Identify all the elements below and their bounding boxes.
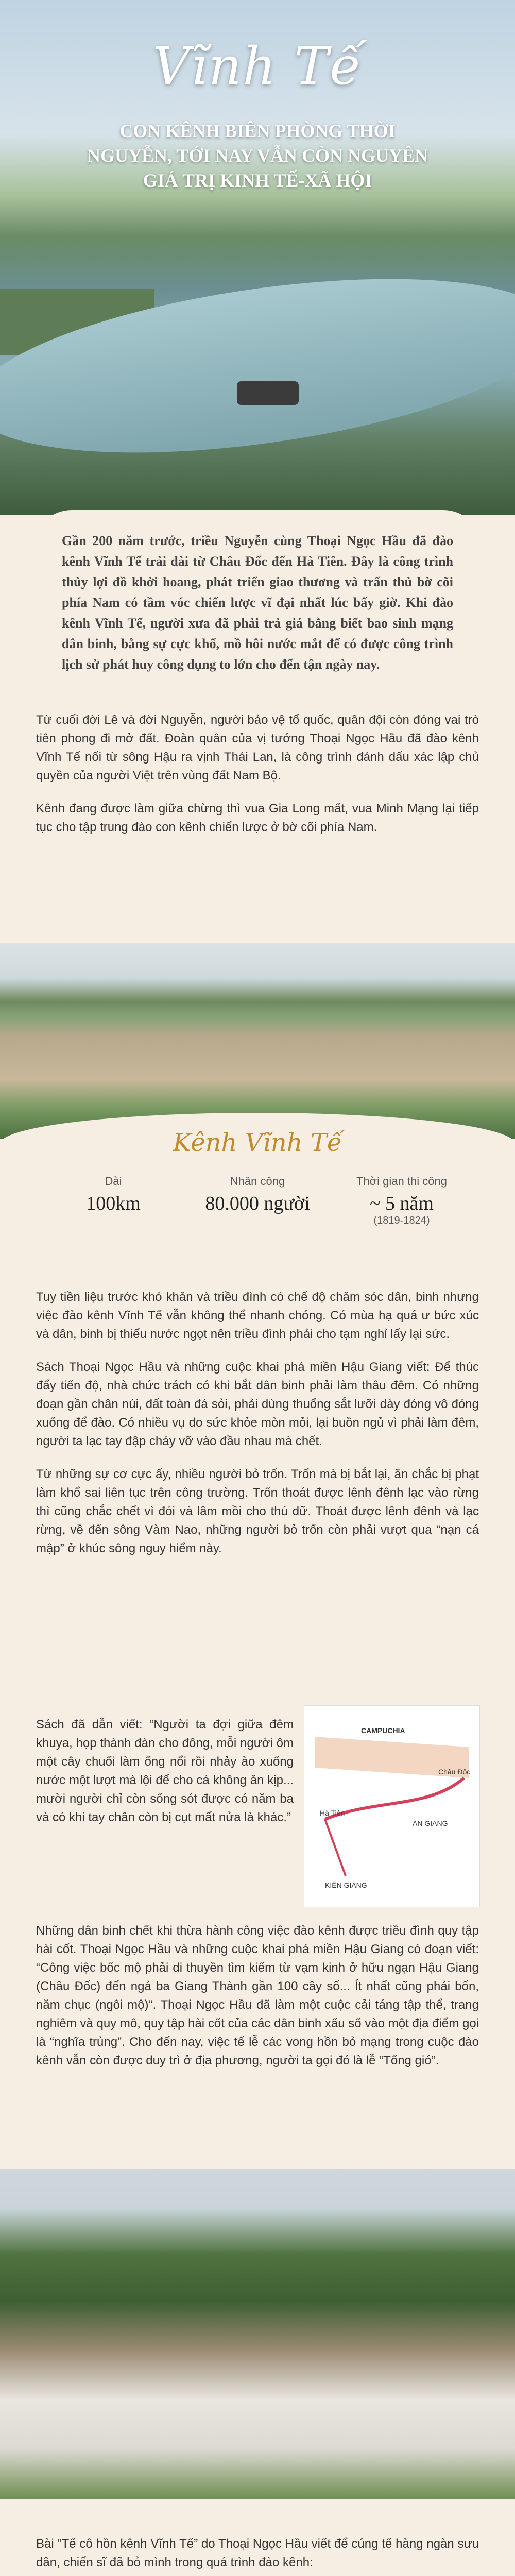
section-ceremony	[36, 2535, 479, 2576]
intro-box	[31, 510, 484, 675]
hero-section	[0, 0, 515, 515]
canal-map	[304, 1705, 480, 1907]
map-label: KIÊN GIANG	[325, 1881, 367, 1889]
intro-text: Gần 200 năm trước, triều Nguyễn cùng Thoại Ngọc Hầu đã đào kênh Vĩnh Tế trải dài từ Châu Đốc đến Hà Tiên. Đây là công trình thủy lợi đồ khởi hoang, phát triển giao thương và trấn thủ bờ cõi phía Nam có tầm vóc chiến lược vĩ đại nhất lúc bấy giờ. Khi đào kênh Vĩnh Tế, người xưa đã phải trả giá bằng biết bao sinh mạng dân binh, bằng sự cực khổ, mồ hôi nước mắt để có được công trình lịch sử phát huy công dụng to lớn cho đến tận ngày nay.	[62, 533, 453, 672]
stat-workers	[191, 1175, 324, 1215]
paragraph: Kênh đang được làm giữa chừng thì vua Gia Long mất, vua Minh Mạng lại tiếp tục cho tập trung đào con kênh chiến lược ở bờ cõi phía Nam.	[36, 802, 479, 834]
temple-photo	[0, 2169, 515, 2499]
section-quote-source	[36, 1716, 294, 1841]
stat-value: ~ 5 năm	[370, 1193, 434, 1214]
paragraph: Từ cuối đời Lê và đời Nguyễn, người bảo vệ tổ quốc, quân đội còn đóng vai trò tiên phong đi mở đất. Đoàn quân của vị tướng Thoại Ngọc Hầu đã đào kênh Vĩnh Tế nối từ sông Hậu ra vịnh Thái Lan, là công trình đánh dấu xác lập chủ quyền của người Việt trên vùng đất Nam Bộ.	[36, 713, 479, 783]
section-construction	[36, 1288, 479, 1572]
paragraph: Những dân binh chết khi thừa hành công việc đào kênh được triều đình quy tập hài cốt. Thoại Ngọc Hầu và những cuộc khai phá miền Hậu Giang có đoạn viết: “Công việc bốc mộ phải di thuyền tìm kiếm từ vạm kinh ở hữu ngạn Hậu Giang (Châu Đốc) đến ngả ba Giang Thành gần 100 cây số... Ít nhất cũng phải bốn, năm chục (ngôi mộ)”. Thoại Ngọc Hầu đã làm một cuộc cải táng tập thể, trang nghiêm và quy mô, quy tập hài cốt của các dân binh xấu số vào một địa điểm gọi là “nghĩa trủng”. Cho đến nay, việc tế lễ các vong hồn bỏ mạng trong cuộc đào kênh vẫn còn được duy trì ở địa phương, người ta gọi đó là lễ “Tống gió”.	[36, 1924, 479, 2067]
section-burial	[36, 1922, 479, 2084]
section-history	[36, 711, 479, 851]
map-label: CAMPUCHIA	[361, 1726, 405, 1735]
stat-label: Thời gian thi công	[356, 1175, 447, 1188]
paragraph: Từ những sự cơ cực ấy, nhiều người bỏ trốn. Trốn mà bị bắt lại, ăn chắc bị phạt làm khổ sai liên tục trên công trường. Trốn thoát được lênh đênh lạc vào rừng thì cũng chắc chết vì đói và lâm mồi cho thú dữ. Thoát được lênh đênh và lạc rừng, về đến sông Vàm Nao, những người bỏ trốn còn phải vượt qua “nạn cá mập” ở khúc sông nguy hiểm này.	[36, 1467, 479, 1555]
paragraph: Bài “Tế cô hồn kênh Vĩnh Tế” do Thoại Ngọc Hầu viết để cúng tế hàng ngàn sưu dân, chiến sĩ đã bỏ mình trong quá trình đào kênh:	[36, 2537, 479, 2569]
map-label: AN GIANG	[413, 1819, 448, 1827]
stat-label: Nhân công	[230, 1175, 285, 1188]
stat-value: 80.000 người	[205, 1193, 310, 1214]
page-subtitle: CON KÊNH BIÊN PHÒNG THỜI NGUYỄN, TỚI NAY VẪN CÒN NGUYÊN GIÁ TRỊ KINH TẾ-XÃ HỘI	[87, 121, 428, 191]
map-label: Châu Đốc	[438, 1768, 471, 1776]
map-svg	[304, 1706, 479, 1907]
paragraph: Sách Thoại Ngọc Hầu và những cuộc khai phá miền Hậu Giang viết: Để thúc đẩy tiến độ, nhà chức trách có khi bắt dân binh phải làm thâu đêm. Có những đoạn gần chân núi, đất toàn đá sỏi, phải dùng thuổng sắt lưỡi dày đóng vô đóng xuống để đào. Có nhiều vụ do sức khỏe mòn mỏi, lại buồn ngủ vì phải làm đêm, người ta lạc tay đập cháy vỡ vào đầu nhau mà chết.	[36, 1360, 479, 1448]
stat-duration	[335, 1175, 469, 1227]
stat-length	[46, 1175, 180, 1215]
paragraph: Tuy tiền liệu trước khó khăn và triều đình có chế độ chăm sóc dân, binh nhưng việc đào kênh Vĩnh Tế vẫn không thể nhanh chóng. Có mùa hạ quá ư bức xúc và dân, binh bị thiếu nước ngọt nên triều đình phải cho tạm nghỉ lấy lại sức.	[36, 1290, 479, 1341]
river-photo	[0, 943, 515, 1139]
paragraph: Sách đã dẫn viết: “Người ta đợi giữa đêm khuya, họp thành đàn cho đông, mỗi người ôm một cây chuối làm ống nổi rồi nhảy ào xuống nước một lượt mà lội để cho cá không ăn kịp... mười người chỉ còn sống sót được có năm ba và có khi tay chân còn bị cụt mất nửa là khác.”	[36, 1718, 294, 1824]
map-label: Hà Tiên	[320, 1809, 345, 1817]
stat-sub: (1819-1824)	[373, 1215, 430, 1226]
canal-stats	[0, 1113, 515, 1267]
map-background	[304, 1706, 479, 1907]
page-title: Vĩnh Tế	[152, 36, 363, 96]
stat-label: Dài	[105, 1175, 122, 1188]
boat-illustration	[237, 381, 299, 405]
stat-value: 100km	[86, 1193, 141, 1214]
river-illustration	[0, 248, 515, 483]
stats-heading: Kênh Vĩnh Tế	[173, 1128, 342, 1157]
